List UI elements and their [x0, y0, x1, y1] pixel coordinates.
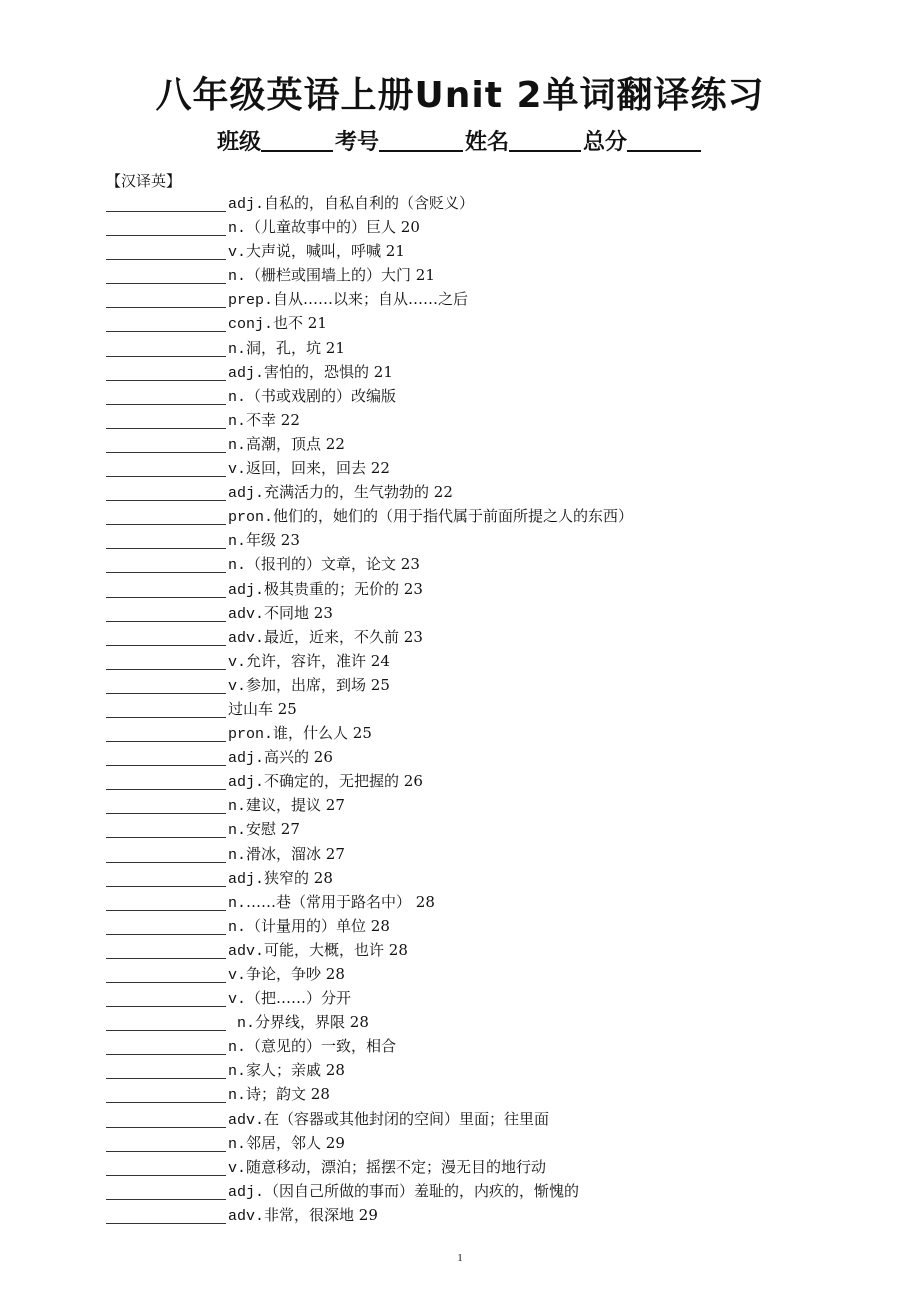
total-score-blank[interactable]: [627, 128, 701, 152]
vocab-item: [106, 1155, 866, 1179]
part-of-speech: n.: [228, 1063, 247, 1081]
vocab-item: [106, 432, 866, 456]
vocab-item: [106, 311, 866, 335]
part-of-speech: v.: [228, 1159, 247, 1177]
vocab-item: [106, 842, 866, 866]
vocab-item: [106, 649, 866, 673]
vocab-item: [106, 287, 866, 311]
part-of-speech: n.: [228, 894, 247, 912]
definition: ……巷（常用于路名中） 28: [246, 892, 435, 911]
part-of-speech: adv.: [228, 605, 265, 623]
vocab-item: [106, 962, 866, 986]
definition: 狭窄的 28: [264, 868, 333, 887]
answer-blank[interactable]: [106, 1110, 226, 1128]
definition: 允许，容许，准许 24: [246, 651, 390, 670]
vocab-item: [106, 1179, 866, 1203]
definition: 他们的，她们的（用于指代属于前面所提之人的东西）: [273, 507, 634, 526]
part-of-speech: n.: [228, 822, 247, 840]
vocab-item: [106, 721, 866, 745]
answer-blank[interactable]: [106, 218, 226, 236]
part-of-speech: n.: [228, 557, 247, 575]
answer-blank[interactable]: [106, 483, 226, 501]
definition: （计量用的）单位 28: [246, 916, 390, 935]
definition: 参加，出席，到场 25: [246, 675, 390, 694]
class-field: [217, 126, 335, 160]
part-of-speech: adj.: [228, 750, 265, 768]
answer-blank[interactable]: [106, 1134, 226, 1152]
vocab-item: [106, 890, 866, 914]
answer-blank[interactable]: [106, 363, 226, 381]
part-of-speech: adj.: [228, 196, 265, 213]
answer-blank[interactable]: [106, 917, 226, 935]
vocab-item: [106, 986, 866, 1010]
vocab-item: [106, 480, 866, 504]
total-score-label: 总分: [583, 130, 628, 155]
part-of-speech: conj.: [228, 316, 274, 334]
definition: 非常，很深地 29: [264, 1205, 378, 1224]
part-of-speech: v.: [228, 991, 247, 1009]
part-of-speech: n.: [228, 798, 247, 816]
exam-number-blank[interactable]: [379, 128, 463, 152]
class-label: 班级: [216, 130, 261, 155]
section-header: 【汉译英】: [106, 172, 182, 190]
vocab-item: [106, 504, 866, 528]
answer-blank[interactable]: [106, 628, 226, 646]
definition: 自私的，自私自利的（含贬义）: [264, 194, 475, 212]
definition: （儿童故事中的）巨人 20: [246, 218, 420, 237]
page-title: 八年级英语上册Unit 2单词翻译练习: [155, 75, 765, 116]
definition: 充满活力的，生气勃勃的 22: [264, 483, 453, 502]
vocab-item: [106, 745, 866, 769]
vocab-item: [106, 456, 866, 480]
definition: 滑冰，溜冰 27: [246, 844, 345, 863]
part-of-speech: v.: [228, 653, 247, 671]
definition: （意见的）一致，相合: [246, 1037, 397, 1056]
vocab-item: [106, 1107, 866, 1131]
answer-blank[interactable]: [106, 820, 226, 838]
definition: （栅栏或围墙上的）大门 21: [246, 266, 435, 285]
definition: 邻居，邻人 29: [246, 1133, 345, 1152]
class-blank[interactable]: [261, 128, 333, 152]
vocab-item: [106, 384, 866, 408]
answer-blank[interactable]: [106, 1013, 226, 1031]
answer-blank[interactable]: [106, 748, 226, 766]
answer-blank[interactable]: [106, 604, 226, 622]
answer-blank[interactable]: [106, 459, 226, 477]
definition: （书或戏剧的）改编版: [246, 386, 397, 405]
definition: 害怕的，恐惧的 21: [264, 362, 393, 381]
vocab-item: [106, 1203, 866, 1227]
name-label: 姓名: [465, 130, 510, 155]
part-of-speech: adv.: [228, 1207, 265, 1225]
definition: 建议，提议 27: [246, 796, 345, 815]
part-of-speech: n.: [228, 340, 247, 358]
vocab-item: [106, 1010, 866, 1034]
vocab-item: [106, 1058, 866, 1082]
part-of-speech: adv.: [228, 629, 265, 647]
part-of-speech: prep.: [228, 292, 274, 310]
vocab-item: [106, 914, 866, 938]
vocab-item: [106, 817, 866, 841]
definition: （把……）分开: [246, 989, 352, 1008]
answer-blank[interactable]: [106, 339, 226, 357]
vocab-item: [106, 1082, 866, 1106]
vocab-item: [106, 263, 866, 287]
definition: 自从……以来；自从……之后: [273, 290, 469, 309]
page-number: 1: [457, 1252, 463, 1264]
definition: 可能，大概，也许 28: [264, 940, 408, 959]
part-of-speech: adj.: [228, 1183, 265, 1201]
definition: （因自己所做的事而）羞耻的，内疚的，惭愧的: [264, 1181, 580, 1200]
answer-blank[interactable]: [106, 652, 226, 670]
definition: 不确定的，无把握的 26: [264, 772, 423, 791]
vocab-item: [106, 625, 866, 649]
part-of-speech: adv.: [228, 1111, 265, 1129]
exam-number-field: [335, 126, 465, 160]
answer-blank[interactable]: [106, 435, 226, 453]
part-of-speech: adv.: [228, 942, 265, 960]
part-of-speech: adj.: [228, 870, 265, 888]
part-of-speech: n.: [228, 1087, 247, 1105]
part-of-speech: n.: [228, 1015, 256, 1033]
answer-blank[interactable]: [106, 796, 226, 814]
answer-blank[interactable]: [106, 555, 226, 573]
vocab-item: [106, 697, 866, 721]
definition: 返回，回来，回去 22: [246, 459, 390, 478]
part-of-speech: adj.: [228, 774, 265, 792]
answer-blank[interactable]: [106, 290, 226, 308]
definition: 争论，争吵 28: [246, 965, 345, 983]
part-of-speech: n.: [228, 220, 247, 238]
part-of-speech: v.: [228, 677, 247, 695]
part-of-speech: v.: [228, 461, 247, 479]
total-score-field: [583, 126, 703, 160]
answer-blank[interactable]: [106, 1085, 226, 1103]
definition: 谁，什么人 25: [273, 724, 372, 743]
part-of-speech: adj.: [228, 581, 265, 599]
exam-number-label: 考号: [334, 130, 379, 155]
part-of-speech: n.: [228, 412, 247, 430]
answer-blank[interactable]: [106, 507, 226, 525]
definition: 安慰 27: [246, 820, 300, 839]
definition: 也不 21: [273, 314, 327, 333]
definition: 不同地 23: [264, 603, 333, 622]
vocab-item: [106, 1034, 866, 1058]
definition: 分界线，界限 28: [255, 1013, 369, 1032]
definition: 家人；亲戚 28: [246, 1061, 345, 1080]
part-of-speech: n.: [228, 388, 247, 406]
vocab-item: [106, 601, 866, 625]
definition: 大声说，喊叫，呼喊 21: [246, 242, 405, 261]
vocab-item: [106, 1131, 866, 1155]
vocab-item: [106, 673, 866, 697]
part-of-speech: n.: [228, 268, 247, 286]
definition: 极其贵重的；无价的 23: [264, 579, 423, 598]
definition: 高兴的 26: [264, 748, 333, 767]
answer-blank[interactable]: [106, 1158, 226, 1176]
answer-blank[interactable]: [106, 676, 226, 694]
part-of-speech: pron.: [228, 509, 274, 527]
definition: 年级 23: [246, 531, 300, 550]
answer-blank[interactable]: [106, 314, 226, 332]
vocab-item: [106, 215, 866, 239]
part-of-speech: n.: [228, 1135, 247, 1153]
part-of-speech: n.: [228, 436, 247, 454]
answer-blank[interactable]: [106, 724, 226, 742]
part-of-speech: n.: [228, 918, 247, 936]
vocab-item: [106, 191, 866, 215]
answer-blank[interactable]: [106, 266, 226, 284]
vocab-item: [106, 769, 866, 793]
answer-blank[interactable]: [106, 387, 226, 405]
answer-blank[interactable]: [106, 1061, 226, 1079]
part-of-speech: pron.: [228, 726, 274, 744]
answer-blank[interactable]: [106, 1206, 226, 1224]
answer-blank[interactable]: [106, 242, 226, 260]
vocab-item: [106, 336, 866, 360]
definition: 不幸 22: [246, 410, 300, 429]
definition: （报刊的）文章，论文 23: [246, 555, 420, 574]
vocab-item: [106, 408, 866, 432]
answer-blank[interactable]: [106, 580, 226, 598]
student-info-line: [0, 126, 920, 160]
answer-blank[interactable]: [106, 965, 226, 983]
definition: 过山车 25: [228, 699, 297, 718]
part-of-speech: n.: [228, 846, 247, 864]
name-blank[interactable]: [509, 128, 581, 152]
answer-blank[interactable]: [106, 531, 226, 549]
answer-blank[interactable]: [106, 1182, 226, 1200]
answer-blank[interactable]: [106, 411, 226, 429]
vocab-item: [106, 528, 866, 552]
part-of-speech: n.: [228, 533, 247, 551]
vocab-list: [106, 191, 866, 1227]
vocab-item: [106, 938, 866, 962]
vocab-item: [106, 552, 866, 576]
part-of-speech: v.: [228, 967, 247, 984]
part-of-speech: n.: [228, 1039, 247, 1057]
answer-blank[interactable]: [106, 989, 226, 1007]
part-of-speech: adj.: [228, 364, 265, 382]
answer-blank[interactable]: [106, 700, 226, 718]
definition: 诗；韵文 28: [246, 1085, 330, 1104]
definition: 高潮，顶点 22: [246, 434, 345, 453]
vocab-item: [106, 793, 866, 817]
vocab-item: [106, 866, 866, 890]
vocab-item: [106, 360, 866, 384]
answer-blank[interactable]: [106, 845, 226, 863]
answer-blank[interactable]: [106, 772, 226, 790]
name-field: [465, 126, 583, 160]
definition: 随意移动，漂泊；摇摆不定；漫无目的地行动: [246, 1157, 547, 1176]
answer-blank[interactable]: [106, 1037, 226, 1055]
part-of-speech: v.: [228, 244, 247, 262]
definition: 在（容器或其他封闭的空间）里面；往里面: [264, 1109, 550, 1128]
vocab-item: [106, 239, 866, 263]
part-of-speech: adj.: [228, 485, 265, 503]
answer-blank[interactable]: [106, 893, 226, 911]
answer-blank[interactable]: [106, 869, 226, 887]
definition: 洞，孔，坑 21: [246, 338, 345, 357]
vocab-item: [106, 577, 866, 601]
definition: 最近，近来，不久前 23: [264, 627, 423, 646]
answer-blank[interactable]: [106, 194, 226, 212]
answer-blank[interactable]: [106, 941, 226, 959]
